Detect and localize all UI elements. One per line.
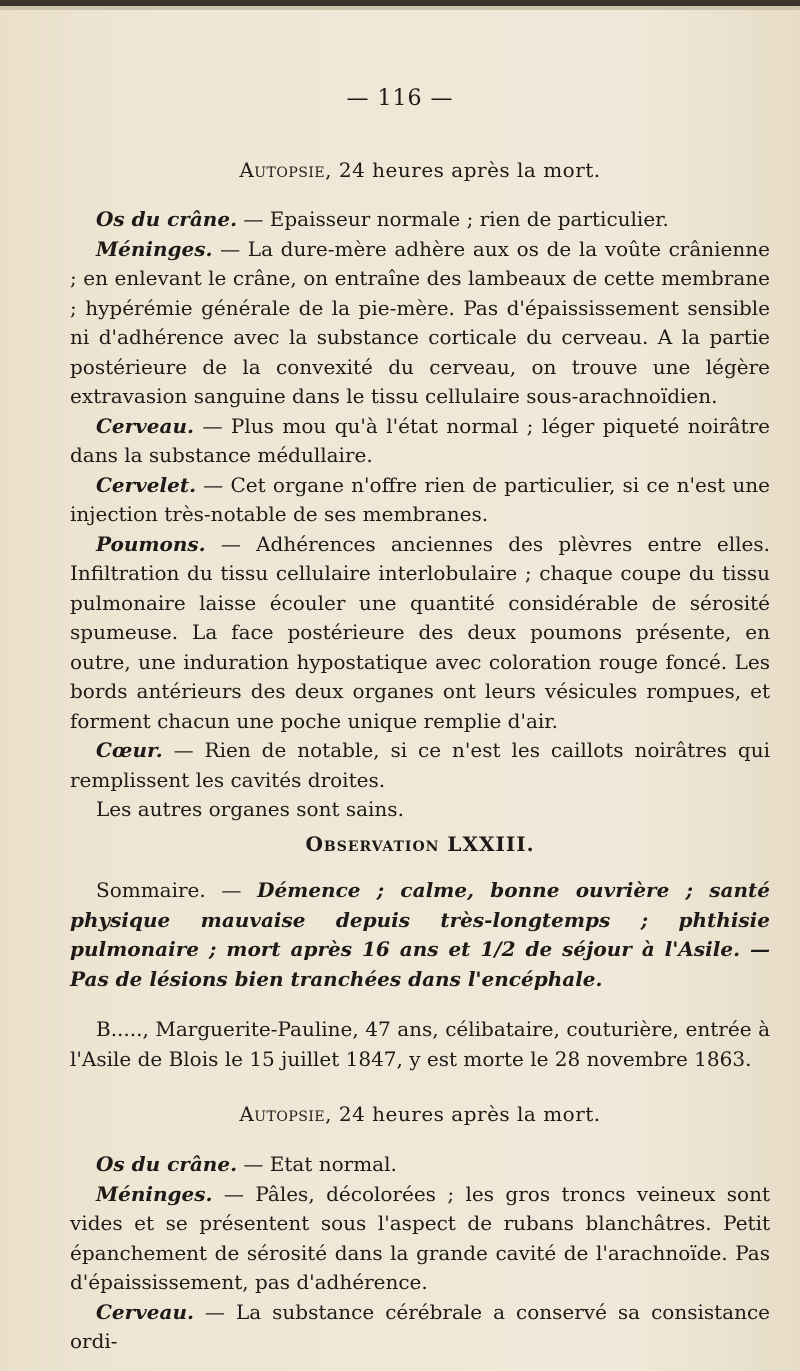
finding-term: Os du crâne. <box>96 1152 238 1176</box>
finding-term: Méninges. <box>96 236 213 261</box>
finding-term: Os du crâne. <box>96 207 238 231</box>
finding-paragraph <box>70 205 770 235</box>
autopsy-heading-2 <box>70 1102 770 1126</box>
autopsy-label: Autopsie <box>239 1102 326 1126</box>
finding-paragraph <box>70 471 770 530</box>
autopsy-section-2 <box>70 1150 770 1357</box>
sommaire-paragraph <box>70 876 770 994</box>
finding-term: Méninges. <box>96 1181 213 1206</box>
finding-paragraph <box>70 235 770 412</box>
finding-term: Cœur. <box>96 738 163 762</box>
finding-paragraph <box>70 1150 770 1180</box>
finding-paragraph <box>70 1180 770 1298</box>
finding-paragraph <box>70 412 770 471</box>
sommaire-dash: — <box>205 878 258 902</box>
autopsy-label: Autopsie <box>239 158 326 182</box>
finding-paragraph <box>70 530 770 737</box>
observation-summary <box>70 876 770 994</box>
sommaire-text: Démence ; calme, bonne ouvrière ; santé physique mauvaise depuis très-longtemps ; phthisie pulmonaire ; mort après 16 ans et 1/2 de séjour à l'Asile. — Pas de lésions bien tranchées dans l'encéphale. <box>70 878 770 991</box>
patient-block <box>70 1015 770 1074</box>
page-top-shadow <box>0 6 800 10</box>
finding-text: — Rien de notable, si ce n'est les caillots noirâtres qui remplissent les cavités droites. <box>70 738 770 792</box>
finding-text: — Adhérences anciennes des plèvres entre elles. Infiltration du tissu cellulaire interlobulaire ; chaque coupe du tissu pulmonaire laisse écouler une quantité considérable de sérosité spumeuse. La face postérieure des deux poumons présente, en outre, une induration hypostatique avec coloration rouge foncé. Les bords antérieurs des deux organes ont leurs vésicules rompues, et forment chacun une poche unique remplie d'air. <box>70 531 770 733</box>
finding-text: — Plus mou qu'à l'état normal ; léger piqueté noirâtre dans la substance médullaire. <box>70 413 770 467</box>
finding-text: — Cet organe n'offre rien de particulier, si ce n'est une injection très-notable de ses membranes. <box>70 472 770 526</box>
finding-term: Cerveau. <box>96 1299 194 1324</box>
finding-term: Poumons. <box>96 531 206 556</box>
patient-paragraph: B....., Marguerite-Pauline, 47 ans, célibataire, couturière, entrée à l'Asile de Blois le 15 juillet 1847, y est morte le 28 novembre 1863. <box>70 1017 770 1071</box>
other-organs-line: Les autres organes sont sains. <box>96 797 404 821</box>
finding-paragraph <box>70 736 770 795</box>
finding-term: Cerveau. <box>96 413 194 438</box>
autopsy-detail: , 24 heures après la mort. <box>325 1102 601 1126</box>
finding-text: — La dure-mère adhère aux os de la voûte crânienne ; en enlevant le crâne, on entraîne des lambeaux de cette membrane ; hypérémie générale de la pie-mère. Pas d'épaississement sensible ni d'adhérence avec la substance corticale du cerveau. A la partie postérieure de la convexité du cerveau, on trouve une légère extravasion sanguine dans le tissu cellulaire sous-arachnoïdien. <box>70 236 770 408</box>
finding-paragraph <box>70 1298 770 1357</box>
finding-text: — Pâles, décolorées ; les gros troncs veineux sont vides et se présentent sous l'aspect de rubans blanchâtres. Petit épanchement de sérosité dans la grande cavité de l'arachnoïde. Pas d'épaississement, pas d'adhérence. <box>70 1181 770 1294</box>
finding-text: — Epaisseur normale ; rien de particulier. <box>237 207 669 231</box>
sommaire-label: Sommaire. <box>96 878 206 902</box>
autopsy-detail: , 24 heures après la mort. <box>325 158 601 182</box>
finding-text: — Etat normal. <box>237 1152 397 1176</box>
finding-text: — La substance cérébrale a conservé sa consistance ordi- <box>70 1299 770 1353</box>
autopsy-heading-1 <box>70 158 770 182</box>
observation-title: Observation LXXIII. <box>305 832 535 856</box>
autopsy-section-1 <box>70 205 770 825</box>
page-number: — 116 — <box>346 86 454 111</box>
finding-term: Cervelet. <box>96 472 197 497</box>
